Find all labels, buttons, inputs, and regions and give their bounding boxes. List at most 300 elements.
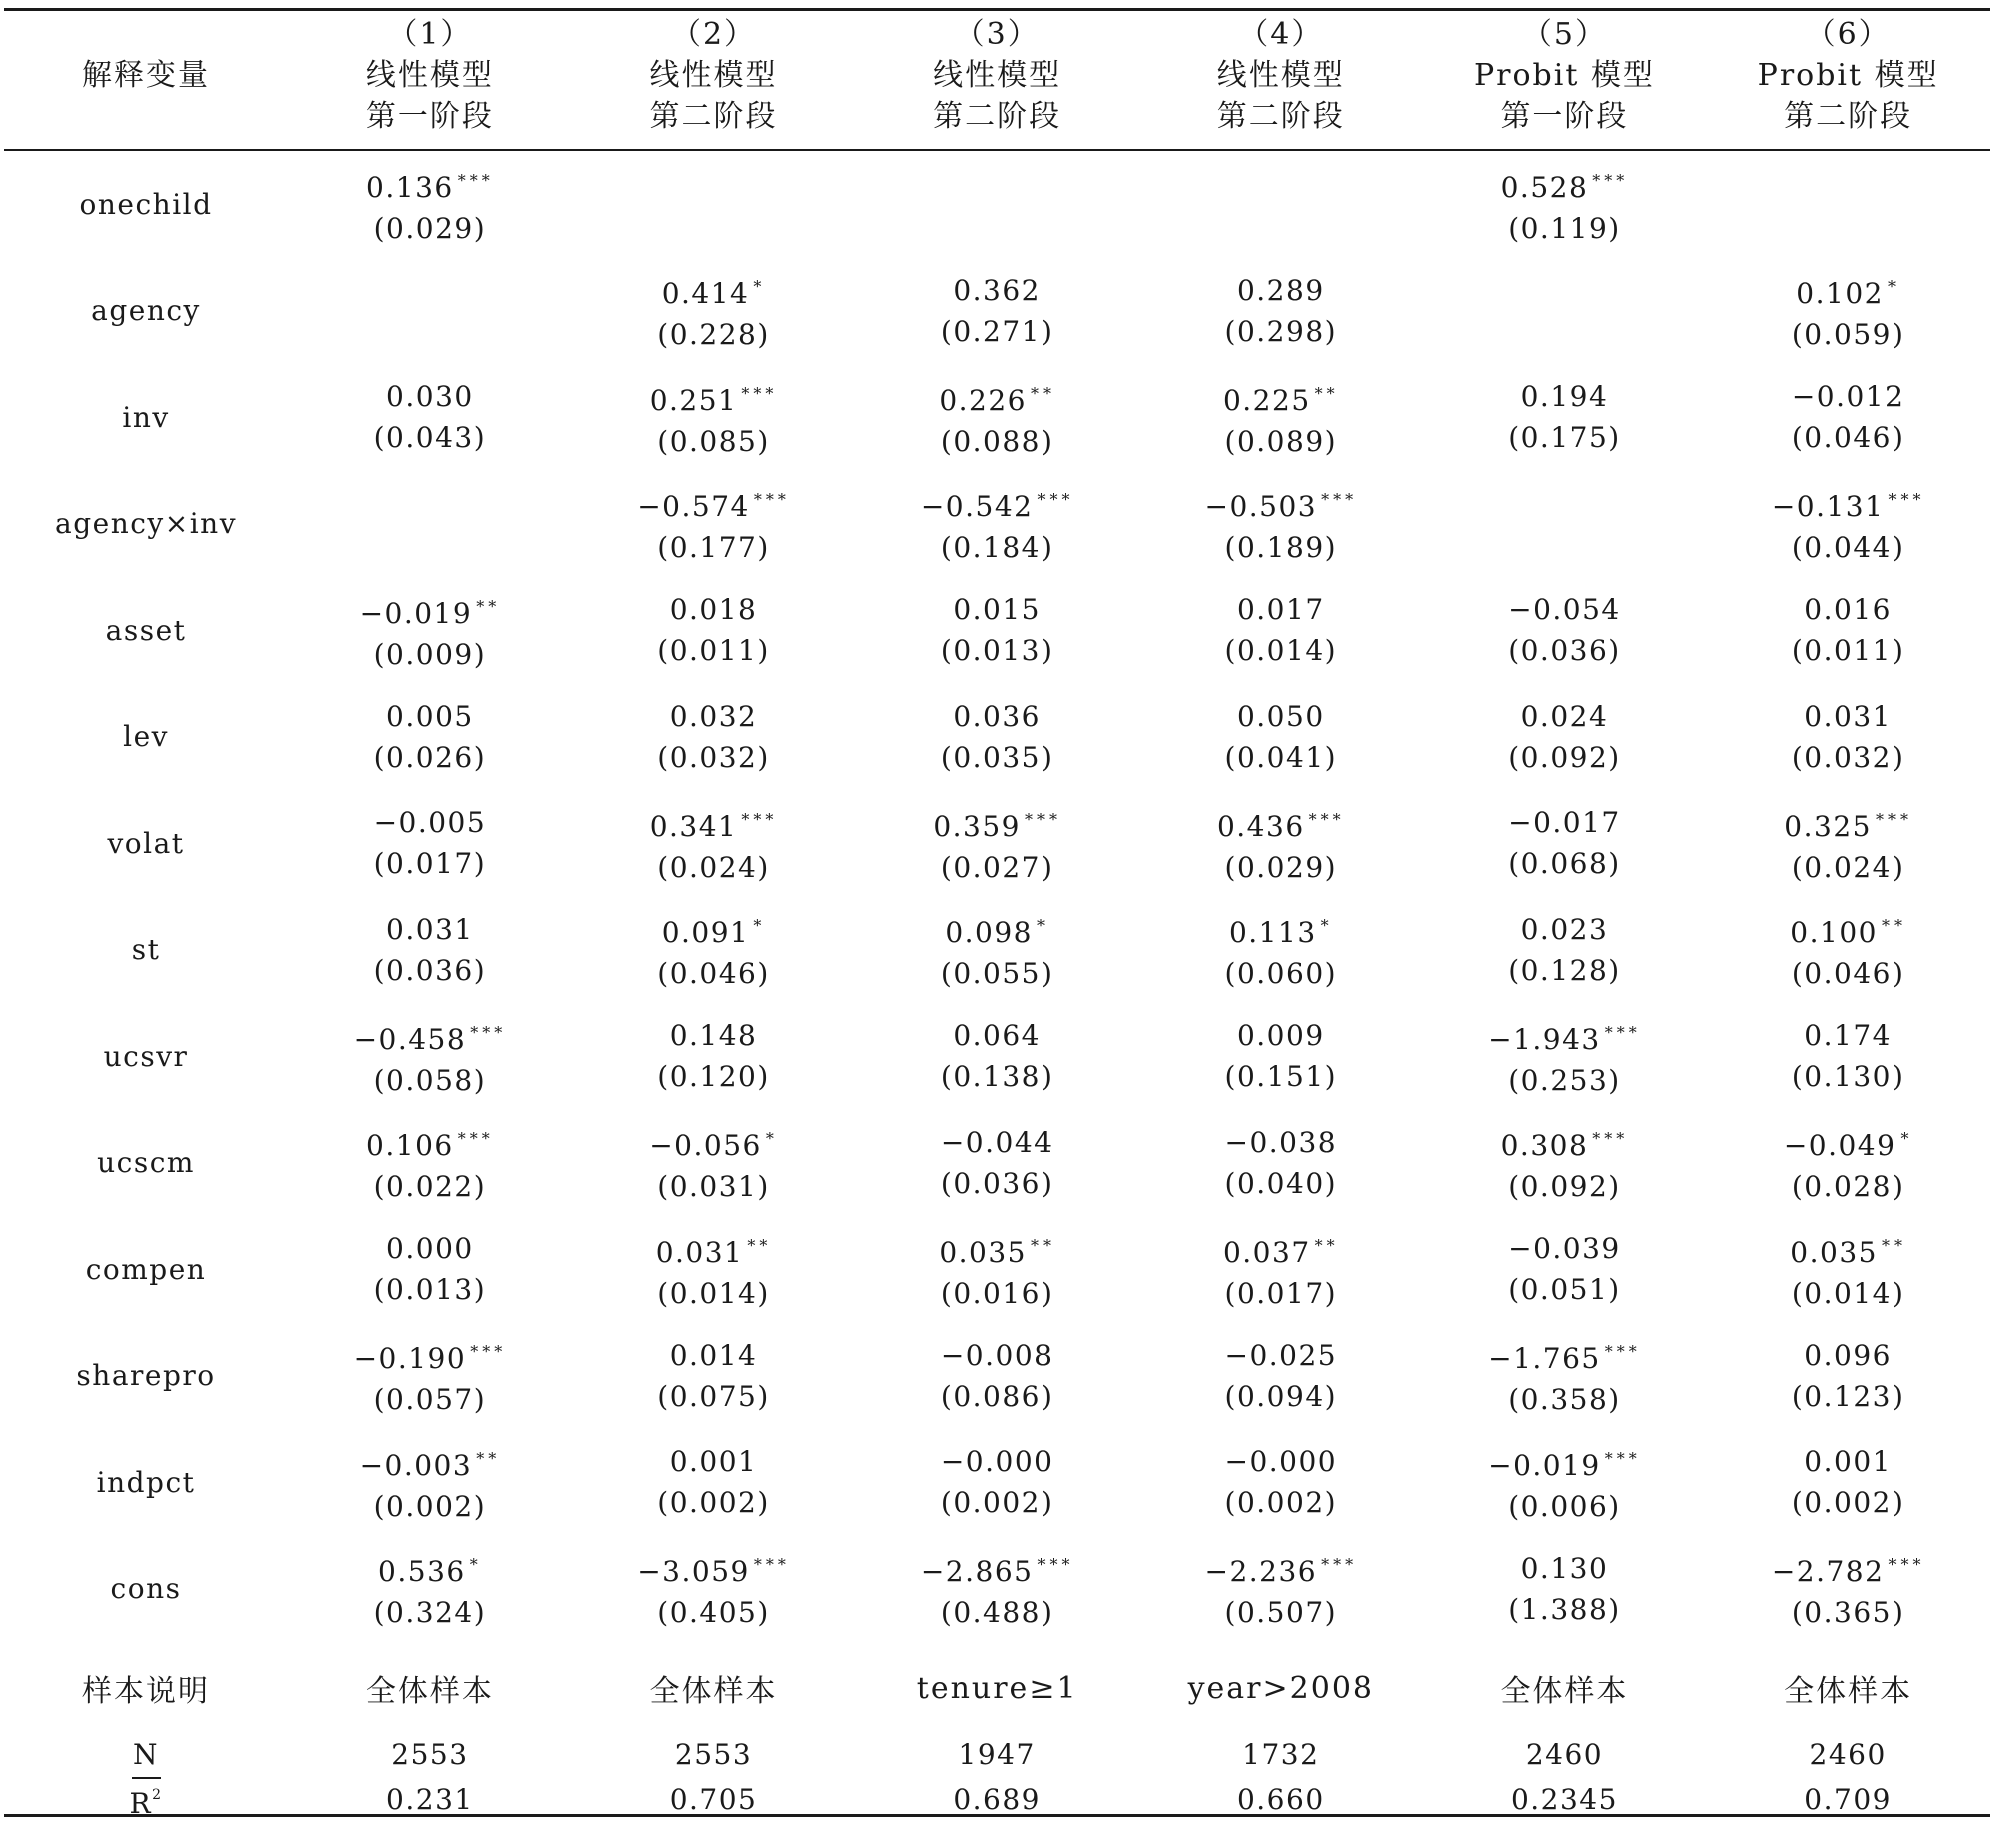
coefficient-body xyxy=(4,151,1990,1642)
column-stage: 第二阶段 xyxy=(1784,99,1913,134)
estimate-cell xyxy=(855,790,1139,897)
r2-value: 0.705 xyxy=(669,1783,758,1816)
estimate-cell xyxy=(1423,1429,1707,1536)
coefficient: −0.056 * xyxy=(649,1129,778,1163)
standard-error: (0.002) xyxy=(373,1489,487,1523)
standard-error: (0.016) xyxy=(940,1276,1054,1310)
coefficient: 0.036 xyxy=(953,699,1041,733)
column-model: 线性模型 xyxy=(933,58,1062,93)
coefficient: 0.325 *** xyxy=(1784,809,1912,843)
estimate-cell xyxy=(288,577,572,684)
estimate-cell xyxy=(1706,471,1990,578)
coefficient: 0.009 xyxy=(1236,1019,1325,1053)
column-stage: 第二阶段 xyxy=(649,99,778,134)
estimate-cell xyxy=(572,364,856,471)
column-number: （2） xyxy=(670,17,757,52)
coefficient: 0.001 xyxy=(1804,1445,1892,1479)
coefficient: 0.017 xyxy=(1236,593,1325,627)
estimate-cell xyxy=(1706,684,1990,791)
coefficient: 0.113 * xyxy=(1228,916,1333,950)
n-row xyxy=(4,1734,1990,1775)
sample-value: year>2008 xyxy=(1187,1670,1375,1706)
estimate-cell xyxy=(1706,151,1990,258)
coef-row xyxy=(4,790,1990,897)
coefficient: 0.096 xyxy=(1804,1338,1892,1372)
coefficient: −2.865 *** xyxy=(920,1555,1074,1589)
coefficient: 0.225 ** xyxy=(1222,383,1339,417)
r2-value: 0.709 xyxy=(1804,1783,1892,1816)
coefficient: 0.174 xyxy=(1804,1019,1892,1053)
estimate-cell xyxy=(855,1216,1139,1323)
estimate-cell xyxy=(572,790,856,897)
standard-error: (0.036) xyxy=(940,1166,1054,1200)
significance-stars: *** xyxy=(470,1022,507,1042)
standard-error: (0.022) xyxy=(373,1170,487,1204)
estimate-cell xyxy=(855,151,1139,258)
coefficient: −0.025 xyxy=(1224,1338,1338,1372)
standard-error: (0.043) xyxy=(373,421,487,455)
r2-row xyxy=(4,1775,1990,1824)
significance-stars: *** xyxy=(457,1129,494,1149)
standard-error: (0.002) xyxy=(657,1486,770,1520)
coefficient: 0.536 * xyxy=(378,1555,482,1589)
coefficient: −0.503 *** xyxy=(1204,490,1358,524)
sample-label: 样本说明 xyxy=(82,1674,211,1709)
coef-row xyxy=(4,897,1990,1004)
coefficient: −1.943 *** xyxy=(1488,1022,1641,1056)
column-number: （1） xyxy=(387,17,473,52)
variable-name: agency xyxy=(91,294,201,328)
coefficient: −0.008 xyxy=(940,1338,1054,1372)
standard-error: (0.130) xyxy=(1791,1060,1905,1094)
estimate-cell xyxy=(1706,258,1990,365)
standard-error: (0.175) xyxy=(1508,421,1621,455)
standard-error: (0.013) xyxy=(940,634,1054,668)
coefficient: 0.016 xyxy=(1804,593,1892,627)
variable-name: onechild xyxy=(79,187,213,221)
estimate-cell xyxy=(1423,684,1707,791)
estimate-cell xyxy=(288,684,572,791)
standard-error: (0.036) xyxy=(373,953,487,987)
r2-label xyxy=(4,1775,288,1824)
coefficient: 0.362 xyxy=(953,273,1041,307)
coefficient: 0.005 xyxy=(386,699,474,733)
estimate-cell xyxy=(1423,364,1707,471)
sample-value: 全体样本 xyxy=(1500,1674,1629,1709)
estimate-cell xyxy=(1139,1429,1423,1536)
estimate-cell xyxy=(855,897,1139,1004)
standard-error: (0.228) xyxy=(657,318,770,352)
coefficient: −0.003 ** xyxy=(359,1448,501,1482)
significance-stars: *** xyxy=(1308,809,1345,829)
variable-name: inv xyxy=(122,400,170,434)
estimate-cell xyxy=(855,1536,1139,1643)
significance-stars: *** xyxy=(1604,1022,1641,1042)
significance-stars: ** xyxy=(747,1235,772,1255)
significance-stars: * xyxy=(765,1129,778,1149)
standard-error: (0.075) xyxy=(657,1379,770,1413)
standard-error: (1.388) xyxy=(1508,1592,1621,1626)
estimate-cell xyxy=(1423,471,1707,578)
estimate-cell xyxy=(572,1216,856,1323)
column-number: （6） xyxy=(1805,17,1891,52)
coefficient: 0.030 xyxy=(386,380,474,414)
estimate-cell xyxy=(1423,1110,1707,1217)
r2-value: 0.231 xyxy=(386,1783,474,1816)
standard-error: (0.488) xyxy=(940,1596,1054,1630)
estimate-cell xyxy=(1706,577,1990,684)
significance-stars: *** xyxy=(1888,490,1925,510)
coefficient: −0.019 ** xyxy=(359,596,501,630)
coefficient: 0.050 xyxy=(1236,699,1325,733)
standard-error: (0.058) xyxy=(373,1063,487,1097)
significance-stars: * xyxy=(469,1555,482,1575)
estimate-cell xyxy=(572,1323,856,1430)
standard-error: (0.014) xyxy=(657,1276,770,1310)
estimate-cell xyxy=(1423,1323,1707,1430)
coefficient: 0.031 xyxy=(386,912,474,946)
estimate-cell xyxy=(1139,577,1423,684)
significance-stars: *** xyxy=(1875,809,1912,829)
standard-error: (0.365) xyxy=(1791,1596,1905,1630)
standard-error: (0.189) xyxy=(1224,531,1338,565)
estimate-cell xyxy=(1139,151,1423,258)
n-value: 1732 xyxy=(1242,1738,1320,1771)
standard-error: (0.046) xyxy=(1791,421,1905,455)
estimate-cell xyxy=(1423,151,1707,258)
coef-row xyxy=(4,1323,1990,1430)
coefficient: 0.106 *** xyxy=(366,1129,494,1163)
coef-row xyxy=(4,1003,1990,1110)
coefficient: 0.136 *** xyxy=(366,170,494,204)
standard-error: (0.041) xyxy=(1224,740,1338,774)
coefficient: 0.037 ** xyxy=(1222,1235,1339,1269)
coefficient: 0.000 xyxy=(386,1232,474,1266)
standard-error: (0.253) xyxy=(1508,1063,1621,1097)
standard-error: (0.358) xyxy=(1508,1383,1621,1417)
standard-error: (0.046) xyxy=(657,957,770,991)
column-number: （3） xyxy=(954,17,1040,52)
significance-stars: *** xyxy=(741,809,778,829)
estimate-cell xyxy=(288,1216,572,1323)
r2-value: 0.660 xyxy=(1236,1783,1325,1816)
column-model: 线性模型 xyxy=(1216,58,1345,93)
significance-stars: *** xyxy=(1321,490,1358,510)
standard-error: (0.055) xyxy=(940,957,1054,991)
column-header xyxy=(1706,0,1990,151)
significance-stars: ** xyxy=(1314,1235,1339,1255)
estimate-cell xyxy=(855,258,1139,365)
estimate-cell xyxy=(1706,1110,1990,1217)
coefficient: −0.049 * xyxy=(1783,1129,1913,1163)
coefficient: −0.039 xyxy=(1508,1232,1621,1266)
standard-error: (0.123) xyxy=(1791,1379,1905,1413)
estimate-cell xyxy=(855,577,1139,684)
header-label: 解释变量 xyxy=(82,58,211,93)
coefficient: −0.005 xyxy=(373,806,487,840)
standard-error: (0.089) xyxy=(1224,424,1338,458)
variable-name: ucscm xyxy=(97,1146,195,1180)
standard-error: (0.298) xyxy=(1224,314,1338,348)
estimate-cell xyxy=(855,1429,1139,1536)
standard-error: (0.035) xyxy=(940,740,1054,774)
standard-error: (0.032) xyxy=(1791,740,1905,774)
standard-error: (0.017) xyxy=(1224,1276,1338,1310)
estimate-cell xyxy=(1423,790,1707,897)
regression-table xyxy=(4,0,1990,1824)
column-model: Probit 模型 xyxy=(1473,58,1655,93)
significance-stars: *** xyxy=(457,170,494,190)
variable-name: volat xyxy=(107,826,185,860)
coefficient: 0.528 *** xyxy=(1500,170,1629,204)
coefficient: 0.091 * xyxy=(661,916,766,950)
significance-stars: *** xyxy=(470,1342,507,1362)
coef-row xyxy=(4,258,1990,365)
coefficient: 0.024 xyxy=(1520,699,1609,733)
estimate-cell xyxy=(1139,1110,1423,1217)
significance-stars: ** xyxy=(1031,383,1055,403)
standard-error: (0.036) xyxy=(1508,634,1621,668)
coefficient: −1.765 *** xyxy=(1488,1342,1641,1376)
coefficient: 0.148 xyxy=(669,1019,758,1053)
estimate-cell xyxy=(1706,790,1990,897)
coefficient: 0.341 *** xyxy=(649,809,778,843)
coefficient: 0.414 * xyxy=(661,277,766,311)
coefficient: −0.017 xyxy=(1508,806,1621,840)
estimate-cell xyxy=(855,1110,1139,1217)
estimate-cell xyxy=(1423,1216,1707,1323)
column-header xyxy=(1139,0,1423,151)
estimate-cell xyxy=(1423,897,1707,1004)
estimate-cell xyxy=(288,364,572,471)
coefficient: 0.015 xyxy=(953,593,1041,627)
estimate-cell xyxy=(1423,1003,1707,1110)
significance-stars: *** xyxy=(1888,1555,1925,1575)
standard-error: (0.271) xyxy=(940,314,1054,348)
standard-error: (0.092) xyxy=(1508,1170,1621,1204)
significance-stars: *** xyxy=(753,490,790,510)
r2-value: 0.2345 xyxy=(1510,1783,1618,1816)
standard-error: (0.059) xyxy=(1791,318,1905,352)
significance-stars: ** xyxy=(1031,1235,1055,1255)
variable-name: compen xyxy=(85,1252,207,1286)
significance-stars: *** xyxy=(1604,1448,1641,1468)
standard-error: (0.044) xyxy=(1791,531,1905,565)
coefficient: −0.000 xyxy=(940,1445,1054,1479)
column-header xyxy=(288,0,572,151)
sample-value: 全体样本 xyxy=(1784,1674,1913,1709)
variable-name: sharepro xyxy=(76,1359,216,1393)
estimate-cell xyxy=(572,577,856,684)
variable-name: ucsvr xyxy=(103,1039,189,1073)
standard-error: (0.088) xyxy=(940,424,1054,458)
significance-stars: *** xyxy=(1037,1555,1074,1575)
estimate-cell xyxy=(1139,258,1423,365)
standard-error: (0.120) xyxy=(657,1060,770,1094)
header-row xyxy=(4,0,1990,151)
estimate-cell xyxy=(1706,1536,1990,1643)
coefficient: 0.100 ** xyxy=(1790,916,1906,950)
significance-stars: *** xyxy=(1025,809,1061,829)
variable-name: lev xyxy=(123,720,169,754)
coefficient: 0.359 *** xyxy=(933,809,1061,843)
coefficient: 0.035 ** xyxy=(939,1235,1055,1269)
coefficient: −0.038 xyxy=(1224,1125,1338,1159)
coef-row xyxy=(4,577,1990,684)
estimate-cell xyxy=(1139,471,1423,578)
coefficient: −0.019 *** xyxy=(1488,1448,1641,1482)
standard-error: (0.184) xyxy=(940,531,1054,565)
coefficient: −2.236 *** xyxy=(1204,1555,1358,1589)
standard-error: (0.085) xyxy=(657,424,770,458)
estimate-cell xyxy=(288,790,572,897)
standard-error: (0.151) xyxy=(1224,1060,1338,1094)
coef-row xyxy=(4,1536,1990,1643)
sample-value: 全体样本 xyxy=(649,1674,778,1709)
estimate-cell xyxy=(855,364,1139,471)
estimate-cell xyxy=(1706,1323,1990,1430)
column-model: 线性模型 xyxy=(365,58,494,93)
r2-value: 0.689 xyxy=(953,1783,1041,1816)
coefficient: −0.012 xyxy=(1791,380,1905,414)
standard-error: (0.027) xyxy=(940,850,1054,884)
standard-error: (0.026) xyxy=(373,740,487,774)
significance-stars: ** xyxy=(1314,383,1339,403)
standard-error: (0.013) xyxy=(373,1273,487,1307)
n-label: N xyxy=(133,1738,160,1771)
n-value: 2460 xyxy=(1809,1738,1887,1771)
coefficient: 0.289 xyxy=(1236,273,1325,307)
coefficient: 0.064 xyxy=(953,1019,1041,1053)
coef-row xyxy=(4,471,1990,578)
column-model: 线性模型 xyxy=(649,58,778,93)
coefficient: −3.059 *** xyxy=(637,1555,790,1589)
estimate-cell xyxy=(572,151,856,258)
coefficient: 0.031 ** xyxy=(655,1235,772,1269)
significance-stars: * xyxy=(1320,916,1333,936)
standard-error: (0.029) xyxy=(1224,850,1338,884)
summary-body xyxy=(4,1642,1990,1824)
variable-name: agency×inv xyxy=(55,507,238,541)
estimate-cell xyxy=(1139,1323,1423,1430)
significance-stars: * xyxy=(1887,277,1900,297)
estimate-cell xyxy=(572,1536,856,1643)
significance-stars: ** xyxy=(1881,916,1906,936)
estimate-cell xyxy=(288,151,572,258)
estimate-cell xyxy=(572,258,856,365)
sample-row xyxy=(4,1642,1990,1734)
coef-row xyxy=(4,1216,1990,1323)
estimate-cell xyxy=(855,1323,1139,1430)
variable-name: indpct xyxy=(96,1465,196,1499)
significance-stars: * xyxy=(753,277,766,297)
coefficient: 0.251 *** xyxy=(649,383,778,417)
estimate-cell xyxy=(1706,364,1990,471)
standard-error: (0.029) xyxy=(373,211,487,245)
estimate-cell xyxy=(1139,1536,1423,1643)
standard-error: (0.507) xyxy=(1224,1596,1338,1630)
standard-error: (0.017) xyxy=(373,847,487,881)
estimate-cell xyxy=(288,1003,572,1110)
standard-error: (0.011) xyxy=(657,634,770,668)
estimate-cell xyxy=(288,1110,572,1217)
estimate-cell xyxy=(572,1110,856,1217)
coefficient: 0.098 * xyxy=(945,916,1049,950)
column-number: （4） xyxy=(1238,17,1324,52)
estimate-cell xyxy=(1423,258,1707,365)
coefficient: −0.000 xyxy=(1224,1445,1338,1479)
n-value: 2553 xyxy=(391,1738,469,1771)
standard-error: (0.002) xyxy=(1224,1486,1338,1520)
coefficient: 0.194 xyxy=(1520,380,1609,414)
estimate-cell xyxy=(855,471,1139,578)
adjusted-r2-symbol: $R^2$ xyxy=(130,1775,163,1824)
coefficient: 0.032 xyxy=(669,699,758,733)
sample-value: tenure≥1 xyxy=(916,1670,1078,1706)
standard-error: (0.031) xyxy=(657,1170,770,1204)
standard-error: (0.119) xyxy=(1508,211,1621,245)
coef-row xyxy=(4,151,1990,258)
coefficient: 0.102 * xyxy=(1796,277,1900,311)
significance-stars: *** xyxy=(1321,1555,1358,1575)
estimate-cell xyxy=(288,1429,572,1536)
standard-error: (0.060) xyxy=(1224,957,1338,991)
standard-error: (0.002) xyxy=(1791,1486,1905,1520)
estimate-cell xyxy=(572,471,856,578)
estimate-cell xyxy=(1706,1216,1990,1323)
significance-stars: ** xyxy=(476,596,501,616)
estimate-cell xyxy=(855,1003,1139,1110)
significance-stars: * xyxy=(753,916,766,936)
estimate-cell xyxy=(572,684,856,791)
standard-error: (0.051) xyxy=(1508,1273,1621,1307)
coefficient: −0.044 xyxy=(940,1125,1054,1159)
column-stage: 第一阶段 xyxy=(365,99,494,134)
coefficient: −0.542 *** xyxy=(920,490,1074,524)
coef-row xyxy=(4,1110,1990,1217)
coefficient: −0.054 xyxy=(1508,593,1621,627)
estimate-cell xyxy=(288,471,572,578)
estimate-cell xyxy=(572,897,856,1004)
standard-error: (0.177) xyxy=(657,531,770,565)
column-header xyxy=(1423,0,1707,151)
standard-error: (0.092) xyxy=(1508,740,1621,774)
significance-stars: *** xyxy=(1604,1342,1641,1362)
estimate-cell xyxy=(288,258,572,365)
standard-error: (0.138) xyxy=(940,1060,1054,1094)
significance-stars: * xyxy=(1037,916,1049,936)
n-value: 1947 xyxy=(958,1738,1036,1771)
coefficient: 0.308 *** xyxy=(1500,1129,1629,1163)
standard-error: (0.068) xyxy=(1508,847,1621,881)
column-stage: 第二阶段 xyxy=(1216,99,1345,134)
standard-error: (0.086) xyxy=(940,1379,1054,1413)
estimate-cell xyxy=(1423,577,1707,684)
standard-error: (0.024) xyxy=(657,850,770,884)
coefficient: −0.131 *** xyxy=(1771,490,1925,524)
coef-row xyxy=(4,1429,1990,1536)
standard-error: (0.128) xyxy=(1508,953,1621,987)
column-model: Probit 模型 xyxy=(1757,58,1939,93)
column-number: （5） xyxy=(1521,17,1607,52)
estimate-cell xyxy=(1139,897,1423,1004)
variable-name: st xyxy=(131,933,161,967)
standard-error: (0.024) xyxy=(1791,850,1905,884)
standard-error: (0.014) xyxy=(1791,1276,1905,1310)
variable-name: asset xyxy=(105,613,187,647)
standard-error: (0.405) xyxy=(657,1596,770,1630)
significance-stars: ** xyxy=(476,1448,501,1468)
